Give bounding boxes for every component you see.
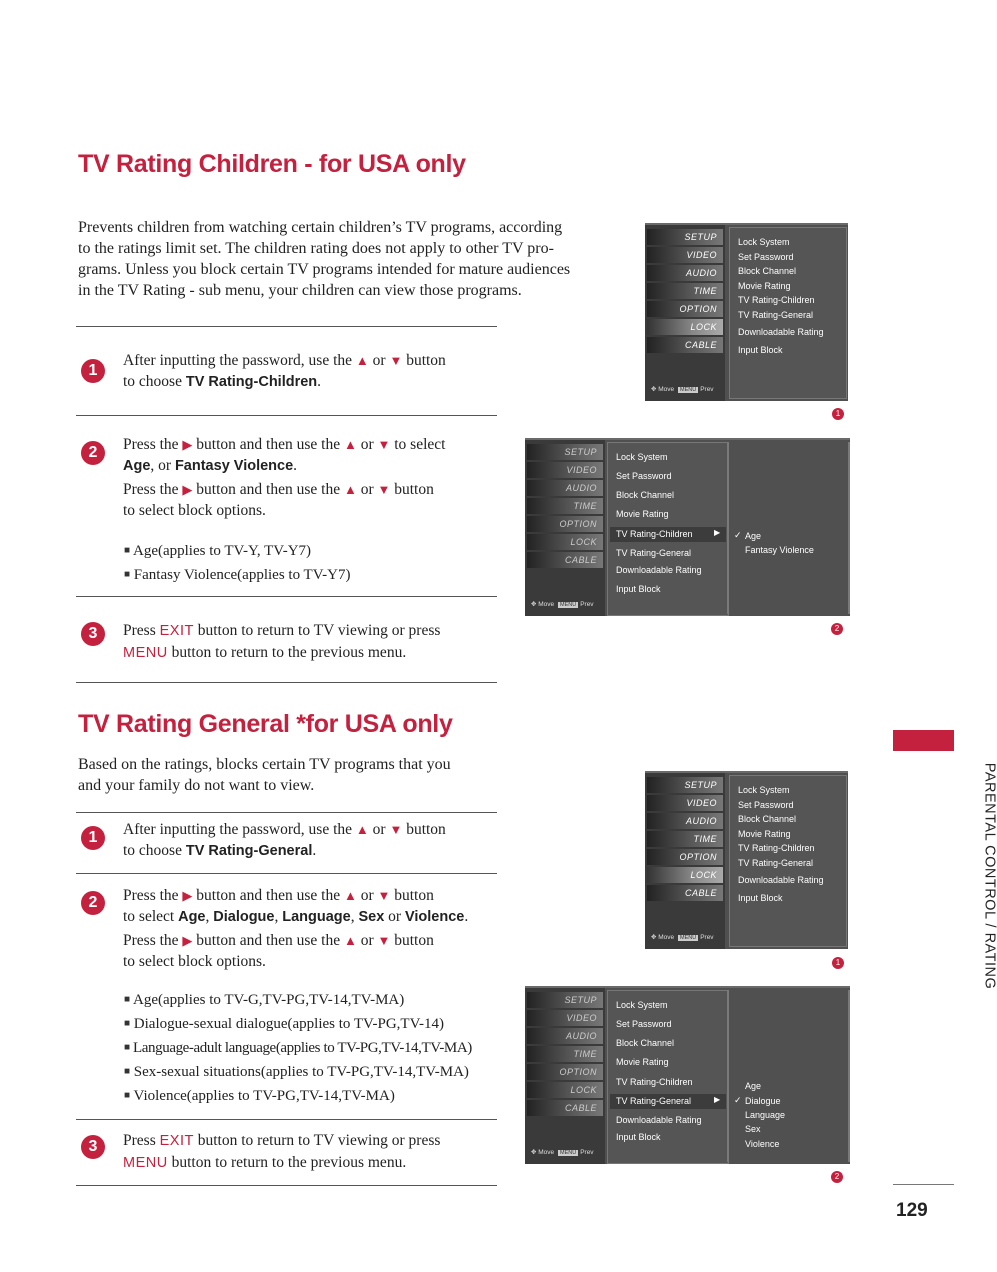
menu-option[interactable]: OPTION (527, 516, 603, 532)
text: Press (123, 622, 156, 639)
bullet-item (124, 1038, 472, 1058)
bullet-icon: ■ (124, 994, 131, 1005)
screen-tag: 1 (832, 957, 844, 969)
up-arrow-icon: ▲ (343, 437, 357, 452)
text: Sex-sexual situations(applies to TV-PG,TV-14,TV-MA) (133, 1064, 469, 1080)
option-sex: Sex (358, 909, 385, 925)
screen-tag: 2 (831, 623, 843, 635)
option-fantasy-violence: Fantasy Violence (174, 458, 294, 474)
text: MENU (559, 1150, 577, 1156)
tv-menu-screen (525, 986, 850, 1164)
menu-footer: ✥ Move MENU Prev (651, 386, 714, 393)
screen-tag: 2 (831, 1171, 843, 1183)
intro-line: and your family do not want to view. (78, 777, 315, 794)
lock-item[interactable]: Set Password (738, 252, 794, 262)
bullet-icon: ■ (124, 1066, 131, 1077)
text: Age(applies to TV-G,TV-PG,TV-14,TV-MA) (132, 992, 405, 1008)
text: or (360, 481, 374, 498)
text: Press the (123, 932, 179, 949)
menu-option[interactable]: OPTION (647, 301, 723, 317)
step-number: 1 (81, 826, 105, 850)
divider (76, 596, 497, 597)
lock-item[interactable]: Downloadable Rating (738, 875, 824, 885)
text: to choose (123, 373, 182, 390)
lock-item[interactable]: TV Rating-Children (616, 1077, 693, 1087)
bullet-item (124, 1014, 444, 1034)
main-menu (645, 225, 725, 401)
menu-time[interactable]: TIME (527, 1046, 603, 1062)
text: to select (394, 436, 446, 453)
menu-video[interactable]: VIDEO (527, 462, 603, 478)
menu-lock[interactable]: LOCK (527, 1082, 603, 1098)
option-violence: Violence (404, 909, 465, 925)
step2-text-b (123, 479, 434, 521)
divider (76, 812, 497, 813)
text: Language-adult language(applies to TV-PG,TV-14,TV-MA) (133, 1040, 472, 1056)
menu-option[interactable]: OPTION (527, 1064, 603, 1080)
lock-item[interactable]: Movie Rating (738, 281, 791, 291)
text: Move (658, 934, 675, 941)
divider (76, 873, 497, 874)
text: Move (538, 601, 555, 608)
main-menu (525, 988, 605, 1164)
text: button and then use the (196, 436, 341, 453)
menu-option[interactable]: OPTION (647, 849, 723, 865)
step1-text: After inputting the password, use the ▲ or ▼ button to choose TV Rating-Children. (123, 352, 446, 390)
bullet-item (124, 990, 404, 1010)
menu-setup[interactable]: SETUP (647, 229, 723, 245)
up-arrow-icon: ▲ (343, 482, 357, 497)
text: to choose (123, 842, 182, 859)
step-number: 1 (81, 359, 105, 383)
lock-item[interactable]: TV Rating-General (616, 548, 692, 558)
intro-line: in the TV Rating - sub menu, your children can view those programs. (78, 282, 522, 299)
down-arrow-icon: ▼ (377, 933, 391, 948)
text: button to return to TV viewing or press (197, 622, 441, 639)
text: Press (123, 1132, 156, 1149)
menu-time[interactable]: TIME (647, 831, 723, 847)
lock-item[interactable]: Movie Rating (616, 509, 669, 519)
main-menu (645, 773, 725, 949)
bullet-icon: ■ (124, 545, 131, 556)
text: button (394, 481, 434, 498)
menu-lock[interactable]: LOCK (647, 867, 723, 883)
text: Press the (123, 481, 179, 498)
menu-lock[interactable]: LOCK (647, 319, 723, 335)
lock-item[interactable]: Set Password (616, 471, 672, 481)
lock-item[interactable]: Block Channel (616, 1038, 675, 1048)
text: button and then use the (196, 481, 341, 498)
lock-item[interactable]: TV Rating-General (738, 310, 814, 320)
divider (76, 415, 497, 416)
down-arrow-icon: ▼ (389, 822, 403, 837)
text: or (388, 908, 402, 925)
menu-key: MENU (123, 1155, 168, 1171)
menu-setup[interactable]: SETUP (527, 444, 603, 460)
step-number: 2 (81, 441, 105, 465)
intro-line: Based on the ratings, blocks certain TV programs that you (78, 756, 451, 773)
lock-item[interactable]: Block Channel (616, 490, 675, 500)
text: button to return to the previous menu. (171, 644, 407, 661)
step2-text: Press the ▶ button and then use the ▲ or ▼ button to select Age, Dialogue, Language, Sex or Violence. (123, 887, 469, 925)
menu-time[interactable]: TIME (647, 283, 723, 299)
option-age: Age (123, 458, 151, 474)
option-age: Age (178, 909, 206, 925)
menu-video[interactable]: VIDEO (647, 247, 723, 263)
text: MENU (679, 387, 697, 393)
step-number: 3 (81, 1135, 105, 1159)
bullet-icon: ■ (124, 569, 131, 580)
option-item[interactable]: Sex (745, 1124, 761, 1134)
option-item[interactable]: Age (745, 1081, 762, 1091)
up-arrow-icon: ▲ (355, 822, 369, 837)
check-icon: ✓ (734, 1095, 742, 1105)
lock-item[interactable]: TV Rating-Children (738, 295, 815, 305)
check-icon: ✓ (734, 530, 742, 540)
right-arrow-icon: ▶ (182, 888, 193, 903)
text: MENU (679, 935, 697, 941)
text: , or (150, 457, 172, 474)
option-dialogue: Dialogue (213, 909, 275, 925)
lock-item[interactable]: Downloadable Rating (616, 1115, 702, 1125)
bullet-item (124, 1086, 395, 1106)
down-arrow-icon: ▼ (377, 482, 391, 497)
text: Prev (580, 1149, 594, 1156)
text: or (372, 821, 386, 838)
step-number: 2 (81, 891, 105, 915)
right-arrow-icon: ▶ (182, 933, 193, 948)
section1-intro (78, 217, 623, 301)
text: to select block options. (123, 953, 266, 970)
lock-item[interactable]: Lock System (738, 785, 790, 795)
text: button and then use the (196, 932, 341, 949)
text: After inputting the password, use the (123, 821, 353, 838)
menu-audio[interactable]: AUDIO (527, 480, 603, 496)
text: button (406, 821, 446, 838)
bullet-item (124, 541, 311, 561)
menu-audio[interactable]: AUDIO (527, 1028, 603, 1044)
text: MENU (559, 602, 577, 608)
option-item[interactable]: Fantasy Violence (745, 545, 814, 555)
divider (76, 682, 497, 683)
menu-audio[interactable]: AUDIO (647, 265, 723, 281)
text: button (394, 887, 434, 904)
menu-setup[interactable]: SETUP (647, 777, 723, 793)
text: Prev (700, 934, 714, 941)
bullet-icon: ■ (124, 1018, 131, 1029)
menu-lock[interactable]: LOCK (527, 534, 603, 550)
menu-cable[interactable]: CABLE (647, 885, 723, 901)
divider (76, 1119, 497, 1120)
section2-intro (78, 754, 508, 796)
lock-submenu (607, 990, 729, 1164)
lock-item[interactable]: Input Block (738, 893, 783, 903)
text: to select block options. (123, 502, 266, 519)
menu-key: MENU (123, 645, 168, 661)
divider (76, 326, 497, 327)
section2-title: TV Rating General *for USA only (78, 710, 453, 738)
text: Dialogue-sexual dialogue(applies to TV-PG,TV-14) (133, 1016, 445, 1032)
down-arrow-icon: ▼ (377, 437, 391, 452)
intro-line: grams. Unless you block certain TV programs intended for mature audiences (78, 261, 571, 278)
lock-item[interactable]: Input Block (616, 1132, 661, 1142)
text: button (394, 932, 434, 949)
menu-target: TV Rating-Children (185, 374, 318, 390)
option-item[interactable]: Language (745, 1110, 786, 1120)
lock-item[interactable]: Movie Rating (616, 1057, 669, 1067)
lock-item[interactable]: TV Rating-General (738, 858, 814, 868)
text: Violence(applies to TV-PG,TV-14,TV-MA) (133, 1088, 395, 1104)
intro-line: to the ratings limit set. The children rating does not apply to other TV pro- (78, 240, 554, 257)
lock-item[interactable]: Input Block (616, 584, 661, 594)
text: or (372, 352, 386, 369)
lock-item[interactable]: Input Block (738, 345, 783, 355)
lock-item[interactable]: Lock System (616, 452, 668, 462)
tv-menu-screen (645, 223, 848, 401)
step2-text-b (123, 930, 434, 972)
step1-text: After inputting the password, use the ▲ or ▼ button to choose TV Rating-General. (123, 821, 446, 859)
text: to select (123, 908, 175, 925)
text: button (406, 352, 446, 369)
lock-item-selected[interactable]: TV Rating-Children (616, 529, 693, 539)
menu-video[interactable]: VIDEO (527, 1010, 603, 1026)
lock-submenu (729, 775, 847, 947)
options-panel (727, 442, 850, 614)
section1-title: TV Rating Children - for USA only (78, 150, 466, 178)
main-menu (525, 440, 605, 616)
text: Age(applies to TV-Y, TV-Y7) (132, 543, 312, 559)
menu-target: TV Rating-General (185, 843, 313, 859)
page-number: 129 (896, 1200, 928, 1221)
step-number: 3 (81, 622, 105, 646)
menu-setup[interactable]: SETUP (527, 992, 603, 1008)
menu-footer: ✥ Move MENU Prev (531, 1149, 594, 1156)
options-panel (727, 990, 850, 1162)
lock-item[interactable]: Block Channel (738, 266, 797, 276)
up-arrow-icon: ▲ (343, 888, 357, 903)
text: Fantasy Violence(applies to TV-Y7) (133, 567, 351, 583)
text: Prev (580, 601, 594, 608)
lock-item[interactable]: Set Password (616, 1019, 672, 1029)
step3-text (123, 1130, 440, 1174)
menu-audio[interactable]: AUDIO (647, 813, 723, 829)
lock-item[interactable]: Downloadable Rating (616, 565, 702, 575)
lock-item[interactable]: Set Password (738, 800, 794, 810)
lock-item[interactable]: Lock System (738, 237, 790, 247)
text: Move (658, 386, 675, 393)
option-language: Language (282, 909, 351, 925)
divider (893, 1184, 954, 1185)
up-arrow-icon: ▲ (355, 353, 369, 368)
menu-footer: ✥ Move MENU Prev (651, 934, 714, 941)
step2-text: Press the ▶ button and then use the ▲ or ▼ to select Age, or Fantasy Violence. (123, 436, 446, 474)
tv-menu-screen (525, 438, 850, 616)
lock-submenu (729, 227, 847, 399)
down-arrow-icon: ▼ (389, 353, 403, 368)
lock-item[interactable]: Downloadable Rating (738, 327, 824, 337)
up-arrow-icon: ▲ (343, 933, 357, 948)
step3-text (123, 620, 440, 664)
right-arrow-icon: ▶ (182, 437, 193, 452)
text: or (360, 436, 374, 453)
text: Move (538, 1149, 555, 1156)
option-item[interactable]: Dialogue (745, 1096, 781, 1106)
option-item[interactable]: Violence (745, 1139, 780, 1149)
lock-item[interactable]: Block Channel (738, 814, 797, 824)
sidebar-label: PARENTAL CONTROL / RATING (981, 762, 997, 990)
divider (76, 1185, 497, 1186)
text: button to return to TV viewing or press (197, 1132, 441, 1149)
text: button to return to the previous menu. (171, 1154, 407, 1171)
lock-item[interactable]: Lock System (616, 1000, 668, 1010)
menu-video[interactable]: VIDEO (647, 795, 723, 811)
lock-item-selected[interactable]: TV Rating-General (616, 1096, 692, 1106)
bullet-icon: ■ (124, 1042, 130, 1053)
down-arrow-icon: ▼ (377, 888, 391, 903)
menu-time[interactable]: TIME (527, 498, 603, 514)
menu-footer: ✥ Move MENU Prev (531, 601, 594, 608)
text: Prev (700, 386, 714, 393)
screen-tag: 1 (832, 408, 844, 420)
text: or (360, 887, 374, 904)
text: Press the (123, 887, 179, 904)
bullet-item (124, 565, 351, 585)
intro-line: Prevents children from watching certain children’s TV programs, according (78, 219, 563, 236)
right-arrow-icon: ▶ (714, 528, 721, 537)
tv-menu-screen (645, 771, 848, 949)
right-arrow-icon: ▶ (182, 482, 193, 497)
menu-cable[interactable]: CABLE (527, 1100, 603, 1116)
text: After inputting the password, use the (123, 352, 353, 369)
lock-submenu (607, 442, 729, 616)
text: Press the (123, 436, 179, 453)
option-item[interactable]: Age (745, 531, 762, 541)
right-arrow-icon: ▶ (714, 1095, 721, 1104)
bullet-icon: ■ (124, 1090, 131, 1101)
lock-item[interactable]: Movie Rating (738, 829, 791, 839)
lock-item[interactable]: TV Rating-Children (738, 843, 815, 853)
menu-cable[interactable]: CABLE (647, 337, 723, 353)
section-tab (893, 730, 954, 751)
text: button and then use the (196, 887, 341, 904)
bullet-item (124, 1062, 469, 1082)
exit-key: EXIT (159, 623, 194, 639)
menu-cable[interactable]: CABLE (527, 552, 603, 568)
exit-key: EXIT (159, 1133, 194, 1149)
text: or (360, 932, 374, 949)
